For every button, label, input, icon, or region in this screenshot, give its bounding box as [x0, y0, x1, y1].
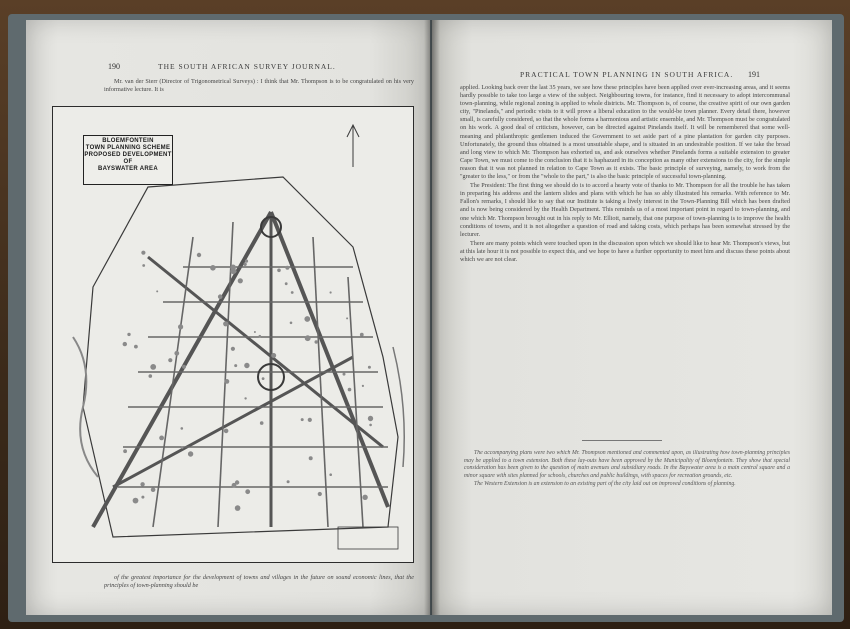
tree-mark — [271, 353, 276, 358]
tree-mark — [224, 429, 229, 434]
tree-mark — [260, 421, 264, 425]
town-plan-map — [52, 106, 414, 563]
map-title-box — [83, 135, 173, 185]
tree-mark — [291, 291, 294, 294]
tree-mark — [368, 366, 371, 369]
tree-mark — [156, 290, 158, 292]
left-running-head: THE SOUTH AFRICAN SURVEY JOURNAL. — [158, 62, 336, 71]
tree-mark — [285, 266, 289, 270]
tree-mark — [245, 260, 248, 263]
left-intro-text — [104, 78, 414, 96]
tree-mark — [142, 264, 145, 267]
tree-mark — [277, 269, 281, 273]
left-page-number: 190 — [108, 62, 120, 71]
tree-mark — [159, 436, 164, 441]
tree-mark — [140, 482, 144, 486]
tree-mark — [218, 294, 223, 299]
note-paragraph-1: The accompanying plans were two which Mr. Thompson mentioned and commented upon, as illustrating how town-planning principles may be applied to a town extension. Both these lay-outs have been approved by the Municipality of Bloemfontein. They show that special consideration has been given to the question of main avenues and subsidiary roads. In the Bayswater area is a main central square and a minor square with sites planned for schools, churches and public buildings, with spaces for recreation grounds, etc. — [464, 450, 790, 479]
map-title-line-3: PROPOSED DEVELOPMENT OF — [84, 152, 172, 165]
tree-mark — [149, 374, 153, 378]
left-intro-paragraph: Mr. van der Sterr (Director of Trigonometrical Surveys) : I think that Mr. Thompson is to be congratulated on his very informative lecture. It is — [104, 78, 414, 94]
tree-mark — [285, 282, 288, 285]
book-gutter — [424, 20, 440, 615]
tree-mark — [141, 251, 145, 255]
tree-mark — [301, 418, 304, 421]
tree-mark — [225, 379, 230, 384]
right-paragraph-1: applied. Looking back over the last 35 years, we see how these principles have been applied over ever-increasing areas, and it seems hardly possible to take too large a view of the subject. Neighbouring towns, for instance, find it necessary to adopt intercommunal town-planning, while regional zoning is applied to whole districts. Mr. Thompson is, of course, the creative spirit of our own garden city, "Pinelands," and periodic visits to it will prove a liberal education to the would-be town planner. Every detail there, however small, is carefully considered, so that the whole forms a harmonious and artistic ensemble, and Mr. Thompson must be congratulated on his work. A good deal of criticism, however, can be directed against Pinelands itself. It will be remembered that some well-meaning and philanthropic gentlemen induced the Government to set aside part of a pine plantation for garden city purposes. Unfortunately, the ground thus obtained is a most unsuitable shape, and is situated in an undesirable position. If we take the broad and long view to which Mr. Thompson has exhorted us, and ask ourselves whether Pinelands forms a suitable extension to greater Cape Town, we must come to the conclusion that it is haphazard in its conception as many other extensions to the city, for the simple reason that it was not planned in relation to Cape Town as it exists. The basic principle of surveying, namely, to work from the "greater to the less," or from the "whole to the part," is also the basic principle of successful town-planning. — [460, 84, 790, 181]
tree-mark — [127, 333, 130, 336]
tree-mark — [330, 291, 332, 293]
tree-mark — [235, 505, 241, 511]
tree-mark — [362, 385, 364, 387]
left-bottom-paragraph: of the greatest importance for the development of towns and villages in the future on sound economic lines, that the principles of town-planning should be — [104, 574, 414, 590]
tree-mark — [141, 496, 144, 499]
note-paragraph-2: The Western Extension is an extension to an existing part of the city laid out on improved conditions of planning. — [474, 481, 736, 488]
tree-mark — [174, 351, 179, 356]
tree-mark — [346, 317, 348, 319]
tree-mark — [244, 363, 249, 368]
tree-mark — [244, 397, 246, 399]
tree-mark — [343, 373, 346, 376]
tree-mark — [305, 335, 311, 341]
tree-mark — [231, 347, 235, 351]
tree-mark — [368, 416, 373, 421]
right-running-head: PRACTICAL TOWN PLANNING IN SOUTH AFRICA. — [520, 70, 734, 79]
tree-mark — [232, 483, 237, 488]
tree-mark — [243, 263, 246, 266]
tree-mark — [223, 321, 228, 326]
tree-mark — [151, 487, 156, 492]
tree-mark — [182, 365, 186, 369]
right-page — [432, 20, 832, 615]
tree-mark — [123, 449, 127, 453]
tree-mark — [178, 324, 183, 329]
right-page-number: 191 — [748, 70, 760, 79]
tree-mark — [238, 278, 243, 283]
right-paragraph-3: There are many points which were touched upon in the discussion upon which we should like to hear Mr. Thompson's views, but at this late hour it is not possible to expect this, and we hope to have a further opportunity to meet him and discuss these points about which we are not clear. — [460, 239, 790, 263]
tree-mark — [369, 424, 372, 427]
left-bottom-text — [104, 574, 414, 598]
tree-mark — [234, 364, 237, 367]
right-body-text — [460, 84, 790, 434]
tree-mark — [181, 446, 184, 449]
map-title-line-2: TOWN PLANNING SCHEME — [85, 145, 171, 151]
tree-mark — [123, 342, 127, 346]
tree-mark — [315, 340, 318, 343]
tree-mark — [134, 345, 138, 349]
map-title-line-1: BLOEMFONTEIN — [102, 138, 154, 144]
right-note-text — [464, 450, 790, 530]
tree-mark — [254, 331, 256, 333]
tree-mark — [329, 473, 332, 476]
tree-mark — [348, 388, 352, 392]
tree-mark — [181, 427, 184, 430]
right-paragraph-2: The President: The first thing we should do is to accord a hearty vote of thanks to Mr. Thompson for all the trouble he has taken in preparing his address and the lantern slides and plans with which he has so ably illustrated his remarks. With reference to Mr. Fallon's remarks, I should like to say that our Institute is taking a lively interest in the Town-Planning Bill which has been drafted and is now being considered by the Health Department. This reminds us of a most important point in regard to town-planning, and one which Mr. Thompson brought out in his reply to Mr. Elliott, namely, that one purpose of town-planning is to improve the health conditions of towns, and it is not altogether a question of road and taking costs, which perhaps has been somewhat stressed by the lecturer. — [460, 182, 790, 238]
tree-mark — [308, 418, 312, 422]
tree-mark — [259, 335, 262, 338]
tree-mark — [210, 265, 216, 271]
tree-mark — [362, 495, 367, 500]
tree-mark — [360, 333, 364, 337]
tree-mark — [230, 265, 236, 271]
section-divider — [582, 440, 662, 441]
tree-mark — [168, 358, 172, 362]
map-title-line-4: BAYSWATER AREA — [98, 166, 158, 172]
tree-mark — [309, 456, 313, 460]
tree-mark — [290, 322, 293, 325]
tree-mark — [188, 451, 193, 456]
tree-mark — [197, 253, 201, 257]
tree-mark — [133, 498, 139, 504]
tree-mark — [262, 377, 265, 380]
tree-mark — [245, 489, 250, 494]
tree-mark — [318, 492, 322, 496]
tree-mark — [287, 480, 290, 483]
tree-mark — [304, 316, 310, 322]
tree-mark — [150, 364, 156, 370]
